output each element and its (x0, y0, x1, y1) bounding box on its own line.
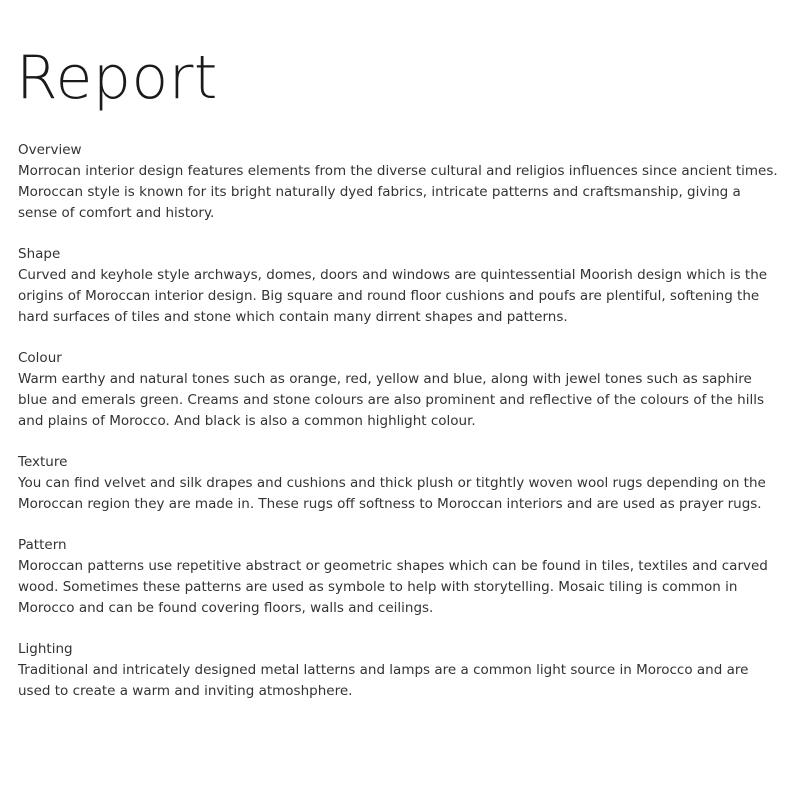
section-body: Traditional and intricately designed metal latterns and lamps are a common light source in Morocco and are used to create a warm and inviting atmoshphere. (18, 662, 749, 699)
section-body: Curved and keyhole style archways, domes, doors and windows are quintessential Moorish design which is the origins of Moroccan interior design. Big square and round floor cushions and poufs are plentiful, softening the hard surfaces of tiles and stone which contain many dirrent shapes and patterns. (18, 267, 768, 325)
section-texture (18, 452, 783, 515)
page-title: Report (16, 43, 218, 113)
section-heading: Shape (18, 246, 61, 262)
section-heading: Lighting (18, 641, 73, 657)
section-shape (18, 244, 783, 328)
section-overview (18, 140, 783, 224)
section-colour (18, 348, 783, 432)
section-body: You can find velvet and silk drapes and cushions and thick plush or titghtly woven wool rugs depending on the Moroccan region they are made in. These rugs off softness to Moroccan interiors and are used as prayer rugs. (18, 475, 766, 512)
section-heading: Texture (18, 454, 68, 470)
section-lighting (18, 639, 783, 702)
section-heading: Pattern (18, 537, 67, 553)
section-body: Warm earthy and natural tones such as orange, red, yellow and blue, along with jewel tones such as saphire blue and emerals green. Creams and stone colours are also prominent and reflective of the colours of the hills and plains of Morocco. And black is also a common highlight colour. (18, 371, 764, 429)
section-body: Moroccan patterns use repetitive abstract or geometric shapes which can be found in tiles, textiles and carved wood. Sometimes these patterns are used as symbole to help with storytelling. Mosaic tiling is common in Morocco and can be found covering floors, walls and ceilings. (18, 558, 768, 616)
report-sections (18, 140, 783, 722)
section-heading: Colour (18, 350, 62, 366)
section-heading: Overview (18, 142, 82, 158)
section-body: Morrocan interior design features elements from the diverse cultural and religios influences since ancient times. Moroccan style is known for its bright naturally dyed fabrics, intricate patterns and craftsmanship, giving a sense of comfort and history. (18, 163, 778, 221)
section-pattern (18, 535, 783, 619)
